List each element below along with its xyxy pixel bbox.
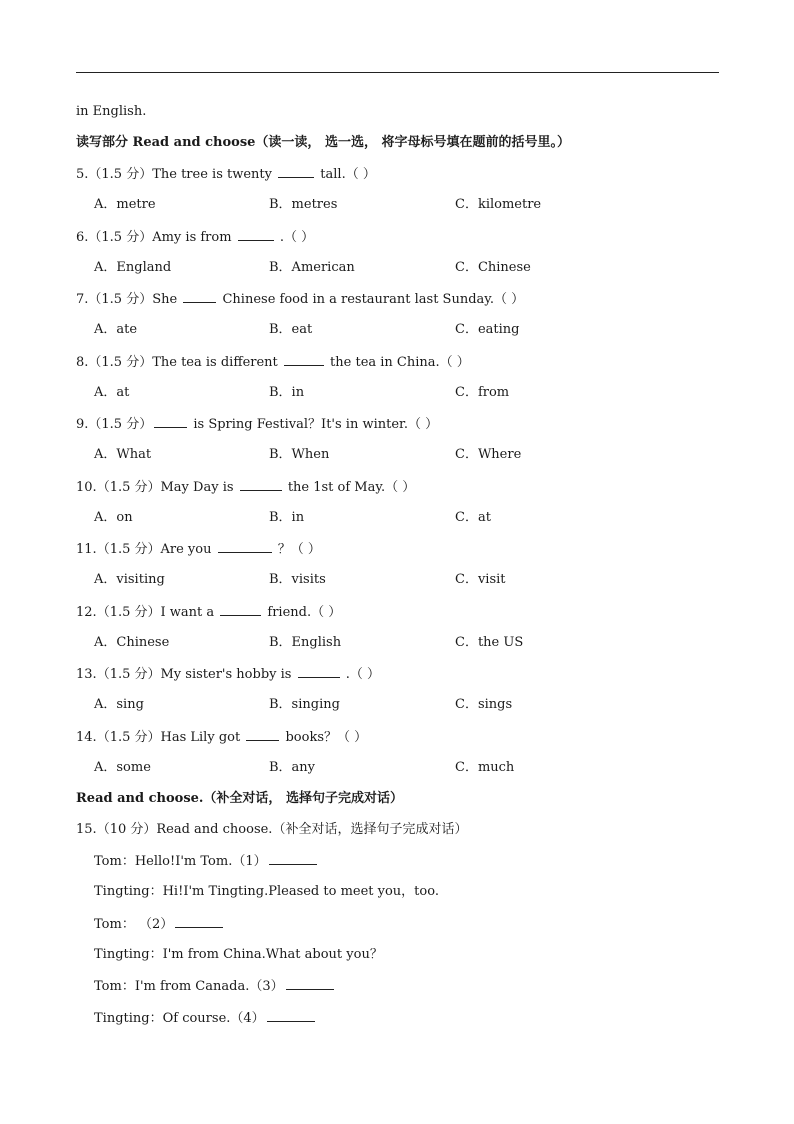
dialog-text: Tingting：Hi!I'm Tingting.Pleased to meet you，too. <box>94 884 439 899</box>
answer-blank[interactable] <box>278 166 314 178</box>
dialog-answer-blank[interactable] <box>286 978 334 990</box>
option-row <box>94 197 694 213</box>
dialog-line <box>94 916 225 933</box>
question-number: 12. <box>76 605 97 620</box>
option-c[interactable]: C．the US <box>455 635 524 650</box>
section-heading-dialog: Read and choose.（补全对话， 选择句子完成对话） <box>76 791 403 806</box>
question-stem-before: Has Lily got <box>160 730 241 745</box>
option-c[interactable]: C．Where <box>455 447 522 462</box>
dialog-answer-blank[interactable] <box>175 916 223 928</box>
question-15 <box>76 822 467 838</box>
option-b[interactable]: B．visits <box>269 572 326 587</box>
question-number: 6. <box>76 230 89 245</box>
option-b[interactable]: B．singing <box>269 697 340 712</box>
option-c[interactable]: C．sings <box>455 697 513 712</box>
option-a[interactable]: A．sing <box>94 697 144 712</box>
question-stem-before: I want a <box>160 605 215 620</box>
answer-parentheses[interactable]: （ ） <box>345 167 376 182</box>
dialog-answer-blank[interactable] <box>269 853 317 865</box>
question-score: （1.5 分） <box>96 605 161 620</box>
question-1 <box>76 229 314 246</box>
option-a[interactable]: A．on <box>94 510 133 525</box>
option-b[interactable]: B．American <box>269 260 355 275</box>
option-c[interactable]: C．at <box>455 510 491 525</box>
question-score: （1.5 分） <box>96 667 161 682</box>
question-0 <box>76 166 376 183</box>
question-stem-before: The tree is twenty <box>152 167 272 182</box>
dialog-line <box>94 853 319 870</box>
dialog-text: Tom：I'm from Canada.（3） <box>94 979 284 994</box>
question-number: 5. <box>76 167 89 182</box>
answer-blank[interactable] <box>154 416 187 428</box>
option-row <box>94 635 694 651</box>
question-number: 14. <box>76 730 97 745</box>
option-b[interactable]: B．any <box>269 760 316 775</box>
dialog-text: Tom： （2） <box>94 917 174 932</box>
question-4 <box>76 416 438 433</box>
question-3 <box>76 354 470 371</box>
question-text: Read and choose.（补全对话，选择句子完成对话） <box>156 822 468 837</box>
question-8 <box>76 666 380 683</box>
dialog-line <box>94 884 439 900</box>
option-b[interactable]: B．English <box>269 635 342 650</box>
intro-tail: in English. <box>76 104 147 119</box>
answer-blank[interactable] <box>284 354 324 366</box>
question-9 <box>76 729 367 746</box>
question-stem-after: the 1st of May. <box>287 480 386 495</box>
question-6 <box>76 541 321 558</box>
question-score: （1.5 分） <box>88 417 153 432</box>
question-score: （1.5 分） <box>88 355 153 370</box>
dialog-text: Tingting：I'm from China.What about you？ <box>94 947 383 962</box>
answer-blank[interactable] <box>238 229 274 241</box>
answer-blank[interactable] <box>246 729 279 741</box>
answer-blank[interactable] <box>220 604 261 616</box>
answer-parentheses[interactable]: （ ） <box>349 667 381 682</box>
option-row <box>94 385 694 401</box>
question-stem-after: . <box>279 230 284 245</box>
option-b[interactable]: B．When <box>269 447 330 462</box>
question-7 <box>76 604 341 621</box>
question-stem-after: books？ <box>285 730 338 745</box>
question-score: （1.5 分） <box>96 542 161 557</box>
option-c[interactable]: C．Chinese <box>455 260 531 275</box>
option-b[interactable]: B．metres <box>269 197 338 212</box>
question-stem-after: Chinese food in a restaurant last Sunday. <box>222 292 495 307</box>
question-number: 7. <box>76 292 89 307</box>
question-number: 11. <box>76 542 97 557</box>
question-stem-before: She <box>152 292 178 307</box>
answer-parentheses[interactable]: （ ） <box>337 730 368 745</box>
answer-blank[interactable] <box>240 479 282 491</box>
option-row <box>94 572 694 588</box>
question-stem-before: May Day is <box>160 480 234 495</box>
question-stem-before: My sister's hobby is <box>160 667 292 682</box>
option-c[interactable]: C．eating <box>455 322 520 337</box>
question-stem-after: ？ <box>277 542 291 557</box>
question-number: 8. <box>76 355 89 370</box>
option-c[interactable]: C．kilometre <box>455 197 542 212</box>
option-c[interactable]: C．visit <box>455 572 506 587</box>
question-score: （1.5 分） <box>88 230 153 245</box>
option-row <box>94 760 694 776</box>
option-b[interactable]: B．in <box>269 510 305 525</box>
option-c[interactable]: C．from <box>455 385 510 400</box>
option-a[interactable]: A．some <box>94 760 151 775</box>
option-c[interactable]: C．much <box>455 760 515 775</box>
dialog-answer-blank[interactable] <box>267 1010 315 1022</box>
question-score: （1.5 分） <box>96 480 161 495</box>
dialog-line <box>94 1010 317 1027</box>
option-row <box>94 510 694 526</box>
option-b[interactable]: B．eat <box>269 322 313 337</box>
question-5 <box>76 479 415 496</box>
question-score: （1.5 分） <box>88 167 153 182</box>
answer-blank[interactable] <box>298 666 340 678</box>
header-rule <box>76 72 719 73</box>
question-stem-before: Are you <box>160 542 212 557</box>
question-stem-before: Amy is from <box>152 230 232 245</box>
question-number: 15. <box>76 822 97 837</box>
question-stem-after: . <box>345 667 350 682</box>
answer-parentheses[interactable]: （ ） <box>311 605 342 620</box>
answer-blank[interactable] <box>218 541 272 553</box>
option-a[interactable]: A．visiting <box>94 572 165 587</box>
question-stem-after: friend. <box>267 605 312 620</box>
question-stem-after: the tea in China. <box>330 355 440 370</box>
answer-parentheses[interactable]: （ ） <box>283 230 315 245</box>
question-number: 13. <box>76 667 97 682</box>
option-a[interactable]: A．at <box>94 385 130 400</box>
question-score: （1.5 分） <box>88 292 153 307</box>
option-row <box>94 447 694 463</box>
option-a[interactable]: A．England <box>94 260 172 275</box>
answer-parentheses[interactable]: （ ） <box>439 355 470 370</box>
dialog-text: Tom：Hello!I'm Tom.（1） <box>94 854 267 869</box>
option-b[interactable]: B．in <box>269 385 305 400</box>
option-a[interactable]: A．metre <box>94 197 156 212</box>
answer-parentheses[interactable]: （ ） <box>385 480 416 495</box>
dialog-line <box>94 978 336 995</box>
dialog-line <box>94 947 383 963</box>
question-stem-after: tall. <box>320 167 346 182</box>
answer-blank[interactable] <box>183 291 216 303</box>
answer-parentheses[interactable]: （ ） <box>290 542 321 557</box>
question-score: （1.5 分） <box>96 730 161 745</box>
question-stem-after: is Spring Festival？It's in winter. <box>193 417 408 432</box>
option-row <box>94 322 694 338</box>
question-score: （10 分） <box>96 822 157 837</box>
question-2 <box>76 291 524 308</box>
answer-parentheses[interactable]: （ ） <box>494 292 525 307</box>
option-a[interactable]: A．Chinese <box>94 635 170 650</box>
section-heading-read-and-choose: 读写部分 Read and choose（读一读， 选一选， 将字母标号填在题前的括号里。） <box>76 135 570 150</box>
option-a[interactable]: A．What <box>94 447 152 462</box>
option-row <box>94 697 694 713</box>
answer-parentheses[interactable]: （ ） <box>407 417 439 432</box>
question-stem-before: The tea is different <box>152 355 278 370</box>
option-row <box>94 260 694 276</box>
option-a[interactable]: A．ate <box>94 322 138 337</box>
question-number: 10. <box>76 480 97 495</box>
question-number: 9. <box>76 417 89 432</box>
dialog-text: Tingting：Of course.（4） <box>94 1011 265 1026</box>
